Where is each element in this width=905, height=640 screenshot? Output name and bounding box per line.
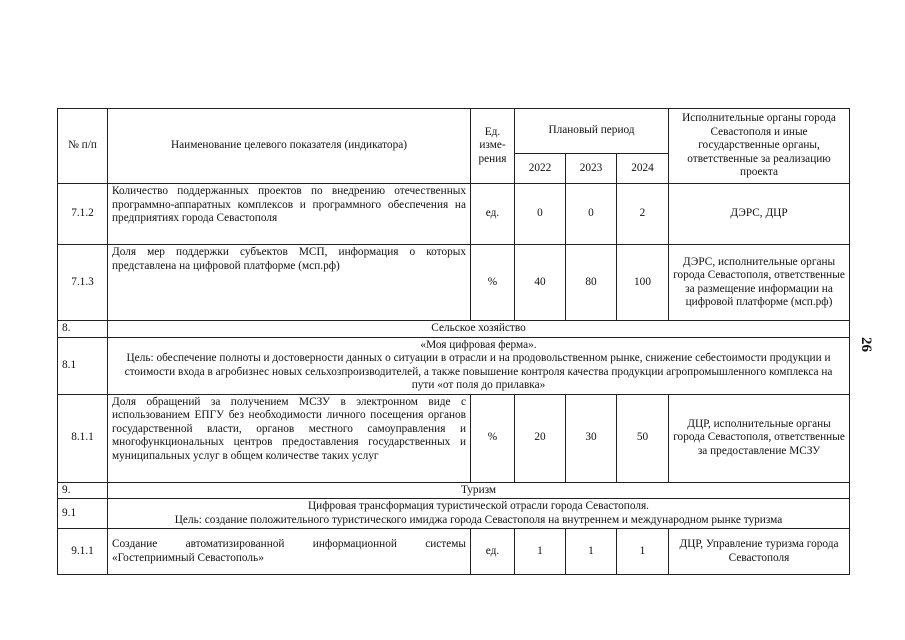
header-year: 2023 [566, 154, 617, 184]
row-unit: ед. [471, 529, 515, 575]
row-value-2022: 1 [515, 529, 566, 575]
row-num: 8. [58, 321, 108, 338]
row-value-2023: 30 [566, 394, 617, 482]
header-year: 2022 [515, 154, 566, 184]
row-value-2024: 50 [617, 394, 669, 482]
row-name: Доля мер поддержки субъектов МСП, информация о которых представлена на цифровой платформе (мсп.рф) [108, 245, 471, 321]
table-row [58, 394, 850, 482]
indicators-table [57, 108, 850, 575]
row-num: 7.1.2 [58, 184, 108, 245]
header-plan: Плановый период [515, 109, 669, 154]
row-unit: % [471, 394, 515, 482]
table-row [58, 529, 850, 575]
project-row [58, 499, 850, 529]
project-cell [108, 499, 850, 529]
header-unit: Ед. изме-рения [471, 109, 515, 184]
section-row [58, 321, 850, 338]
project-title: «Моя цифровая ферма». [420, 338, 537, 351]
header-exec: Исполнительные органы города Севастополя и иные государственные органы, ответственные за реализацию проекта [669, 109, 850, 184]
row-value-2022: 40 [515, 245, 566, 321]
row-num: 9.1 [58, 499, 108, 529]
section-row [58, 482, 850, 499]
table-row [58, 184, 850, 245]
row-value-2022: 0 [515, 184, 566, 245]
header-name: Наименование целевого показателя (индикатора) [108, 109, 471, 184]
row-value-2022: 20 [515, 394, 566, 482]
row-value-2024: 1 [617, 529, 669, 575]
row-exec: ДЭРС, ДЦР [669, 184, 850, 245]
row-name: Количество поддержанных проектов по внедрению отечественных программно-аппаратных комплексов и программного обеспечения на предприятиях города Севастополя [108, 184, 471, 245]
row-unit: % [471, 245, 515, 321]
project-goal: Цель: создание положительного туристического имиджа города Севастополя на внутреннем и международном рынке туризма [174, 513, 783, 526]
project-goal: Цель: обеспечение полноты и достоверности данных о ситуации в отрасли и на продовольственном рынке, снижение себестоимости продукции и стоимости входа в агробизнес новых сельхозпроизводителей, а также повышение контроля качества продукции агропромышленного комплекса на пути «от поля до прилавка» [124, 352, 833, 391]
header-num: № п/п [58, 109, 108, 184]
row-name: Создание автоматизированной информационной системы «Гостеприимный Севастополь» [108, 529, 471, 575]
row-num: 8.1.1 [58, 394, 108, 482]
section-title: Сельское хозяйство [108, 321, 850, 338]
row-value-2024: 100 [617, 245, 669, 321]
header-year: 2024 [617, 154, 669, 184]
row-num: 9.1.1 [58, 529, 108, 575]
project-title: Цифровая трансформация туристической отрасли города Севастополя. [307, 500, 650, 512]
row-unit: ед. [471, 184, 515, 245]
row-value-2024: 2 [617, 184, 669, 245]
row-name: Доля обращений за получением МСЗУ в электронном виде с использованием ЕПГУ без необходимости личного посещения органов государственной власти, органов местного самоуправления и многофункциональных центров предоставления государственных и муниципальных услуг в общем количестве таких услуг [108, 394, 471, 482]
project-cell [108, 337, 850, 394]
table-header-row [58, 109, 850, 154]
row-num: 8.1 [58, 337, 108, 394]
row-exec: ДЦР, Управление туризма города Севастополя [669, 529, 850, 575]
section-title: Туризм [108, 482, 850, 499]
row-exec: ДЭРС, исполнительные органы города Севастополя, ответственные за размещение информации на цифровой платформе (мсп.рф) [669, 245, 850, 321]
row-value-2023: 1 [566, 529, 617, 575]
table-row [58, 245, 850, 321]
row-num: 7.1.3 [58, 245, 108, 321]
row-exec: ДЦР, исполнительные органы города Севастополя, ответственные за предоставление МСЗУ [669, 394, 850, 482]
page-number: 26 [858, 337, 874, 352]
row-num: 9. [58, 482, 108, 499]
project-row [58, 337, 850, 394]
row-value-2023: 0 [566, 184, 617, 245]
row-value-2023: 80 [566, 245, 617, 321]
